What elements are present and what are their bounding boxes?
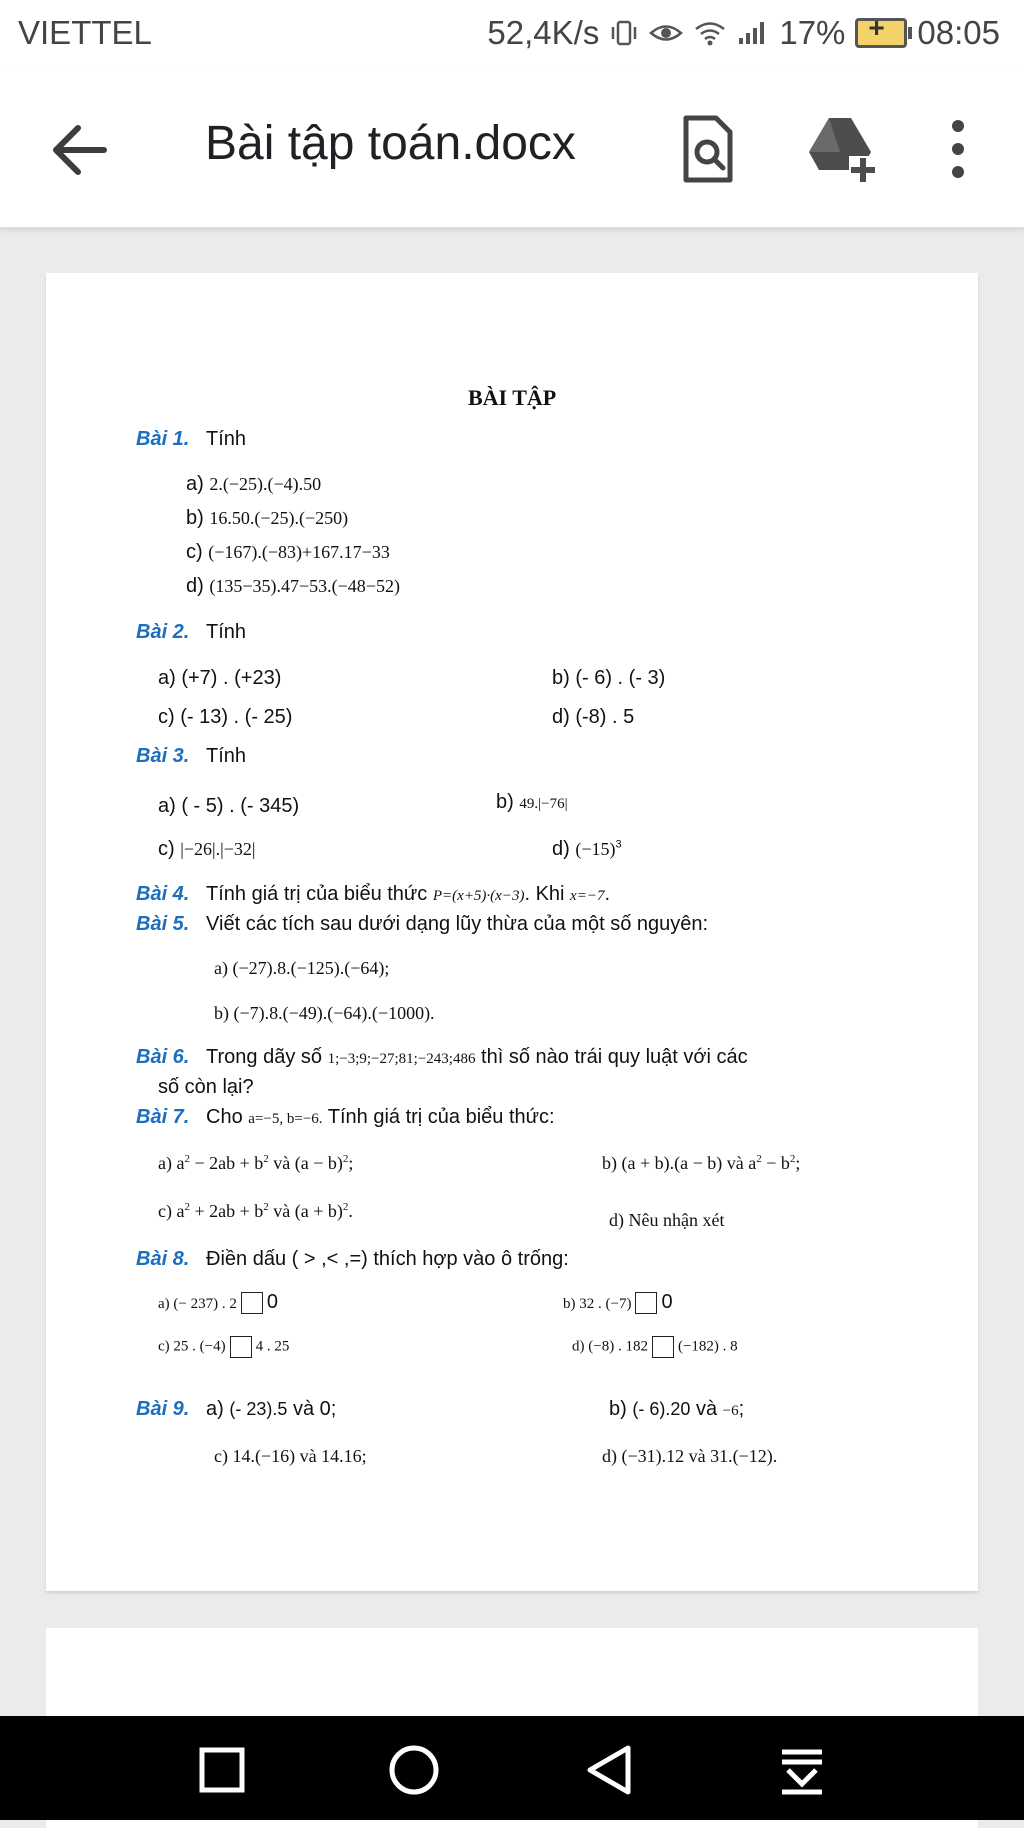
find-in-document-button[interactable] <box>670 112 744 186</box>
exercise-3-b: b) 49.|−76| <box>496 791 568 813</box>
exercise-5-header: Bài 5. Viết các tích sau dưới dạng lũy thừa của một số nguyên: <box>136 913 709 935</box>
exercise-7-header: Bài 7. Cho a=−5, b=−6. Tính giá trị của biểu thức: <box>136 1106 555 1128</box>
exercise-3-a: a) ( - 5) . (- 345) <box>158 795 300 817</box>
exercise-2-a: a) (+7) . (+23) <box>158 667 282 689</box>
exercise-7-b: b) (a + b).(a − b) và $a^2 - b^2$; <box>602 1153 801 1173</box>
answer-box <box>230 1336 252 1358</box>
exercise-6-line1: Bài 6. Trong dãy số 1;−3;9;−27;81;−243;486 thì số nào trái quy luật với các <box>136 1046 748 1068</box>
navigation-bar <box>0 1716 1024 1820</box>
document-page[interactable] <box>46 273 978 1591</box>
exercise-9-a: Bài 9. a) (- 23).5 và 0; <box>136 1398 337 1420</box>
exercise-2-d: d) (-8) . 5 <box>552 706 635 728</box>
vibrate-icon <box>609 18 639 48</box>
document-content <box>46 273 978 1591</box>
exercise-8-d: d) (−8) . 182 (−182) . 8 <box>572 1336 738 1358</box>
exercise-1-b: b) 16.50.(−25).(−250) <box>186 507 349 529</box>
clock: 08:05 <box>917 14 1000 51</box>
exercise-1-d: d) (135−35).47−53.(−48−52) <box>186 575 400 597</box>
back-nav-button[interactable] <box>578 1738 642 1802</box>
answer-box <box>241 1292 263 1314</box>
more-options-button[interactable] <box>928 112 988 186</box>
add-to-drive-icon <box>805 112 879 186</box>
eye-icon <box>649 18 683 48</box>
document-title: Bài tập toán.docx <box>205 117 576 170</box>
exercise-9-d: d) (−31).12 và 31.(−12). <box>602 1446 778 1466</box>
arrow-back-icon <box>44 118 114 182</box>
exercise-2-b: b) (- 6) . (- 3) <box>552 667 666 689</box>
exercise-7-a: a) $a^2 - 2ab + b^2$ và $(a - b)^2$; <box>158 1153 354 1173</box>
document-search-icon <box>670 112 744 186</box>
battery-charging-icon: + <box>855 18 907 48</box>
more-vert-icon <box>928 112 988 186</box>
page-heading: BÀI TẬP <box>468 385 557 410</box>
exercise-9-b: b) (- 6).20 và −6; <box>609 1398 745 1420</box>
answer-box <box>635 1292 657 1314</box>
notification-drawer-button[interactable] <box>770 1738 834 1802</box>
carrier-name: VIETTEL <box>18 14 152 51</box>
battery-percent: 17% <box>779 14 846 51</box>
exercise-3-c: c) |−26|.|−32| <box>158 838 256 860</box>
home-button[interactable] <box>382 1738 446 1802</box>
exercise-9-c: c) 14.(−16) và 14.16; <box>214 1446 367 1466</box>
exercise-8-c: c) 25 . (−4) 4 . 25 <box>158 1336 289 1358</box>
add-to-drive-button[interactable] <box>805 112 879 186</box>
exercise-8-b: b) 32 . (−7) 0 <box>563 1291 673 1313</box>
app-bar <box>0 72 1024 229</box>
status-right <box>487 14 1000 52</box>
pull-down-icon <box>770 1738 834 1802</box>
wifi-icon <box>693 18 727 48</box>
signal-icon <box>737 18 769 48</box>
recents-button[interactable] <box>190 1738 254 1802</box>
exercise-2-header: Bài 2. Tính <box>136 621 247 643</box>
exercise-7-c: c) $a^2 + 2ab + b^2$ và $(a + b)^2$. <box>158 1201 353 1221</box>
exercise-6-line2: số còn lại? <box>158 1076 254 1098</box>
status-bar <box>0 0 1024 72</box>
square-icon <box>190 1738 254 1802</box>
exercise-3-header: Bài 3. Tính <box>136 745 247 767</box>
exercise-1-header: Bài 1. Tính <box>136 428 247 450</box>
circle-icon <box>382 1738 446 1802</box>
exercise-1-c: c) (−167).(−83)+167.17−33 <box>186 541 390 563</box>
exercise-4: Bài 4. Tính giá trị của biểu thức P=(x+5)·(x−3). Khi x=−7. <box>136 883 611 905</box>
exercise-2-c: c) (- 13) . (- 25) <box>158 706 293 728</box>
exercise-3-d: d) $(-15)^3$ <box>552 838 622 860</box>
exercise-8-a: a) (− 237) . 2 0 <box>158 1291 278 1313</box>
exercise-7-d: d) Nêu nhận xét <box>609 1210 725 1230</box>
exercise-5-b: b) (−7).8.(−49).(−64).(−1000). <box>214 1003 435 1023</box>
exercise-1-a: a) 2.(−25).(−4).50 <box>186 473 322 495</box>
answer-box <box>652 1336 674 1358</box>
exercise-8-header: Bài 8. Điền dấu ( > ,< ,=) thích hợp vào ô trống: <box>136 1248 569 1270</box>
triangle-back-icon <box>578 1738 642 1802</box>
network-speed: 52,4K/s <box>487 14 600 51</box>
exercise-5-a: a) (−27).8.(−125).(−64); <box>214 958 390 978</box>
back-button[interactable] <box>44 118 114 182</box>
